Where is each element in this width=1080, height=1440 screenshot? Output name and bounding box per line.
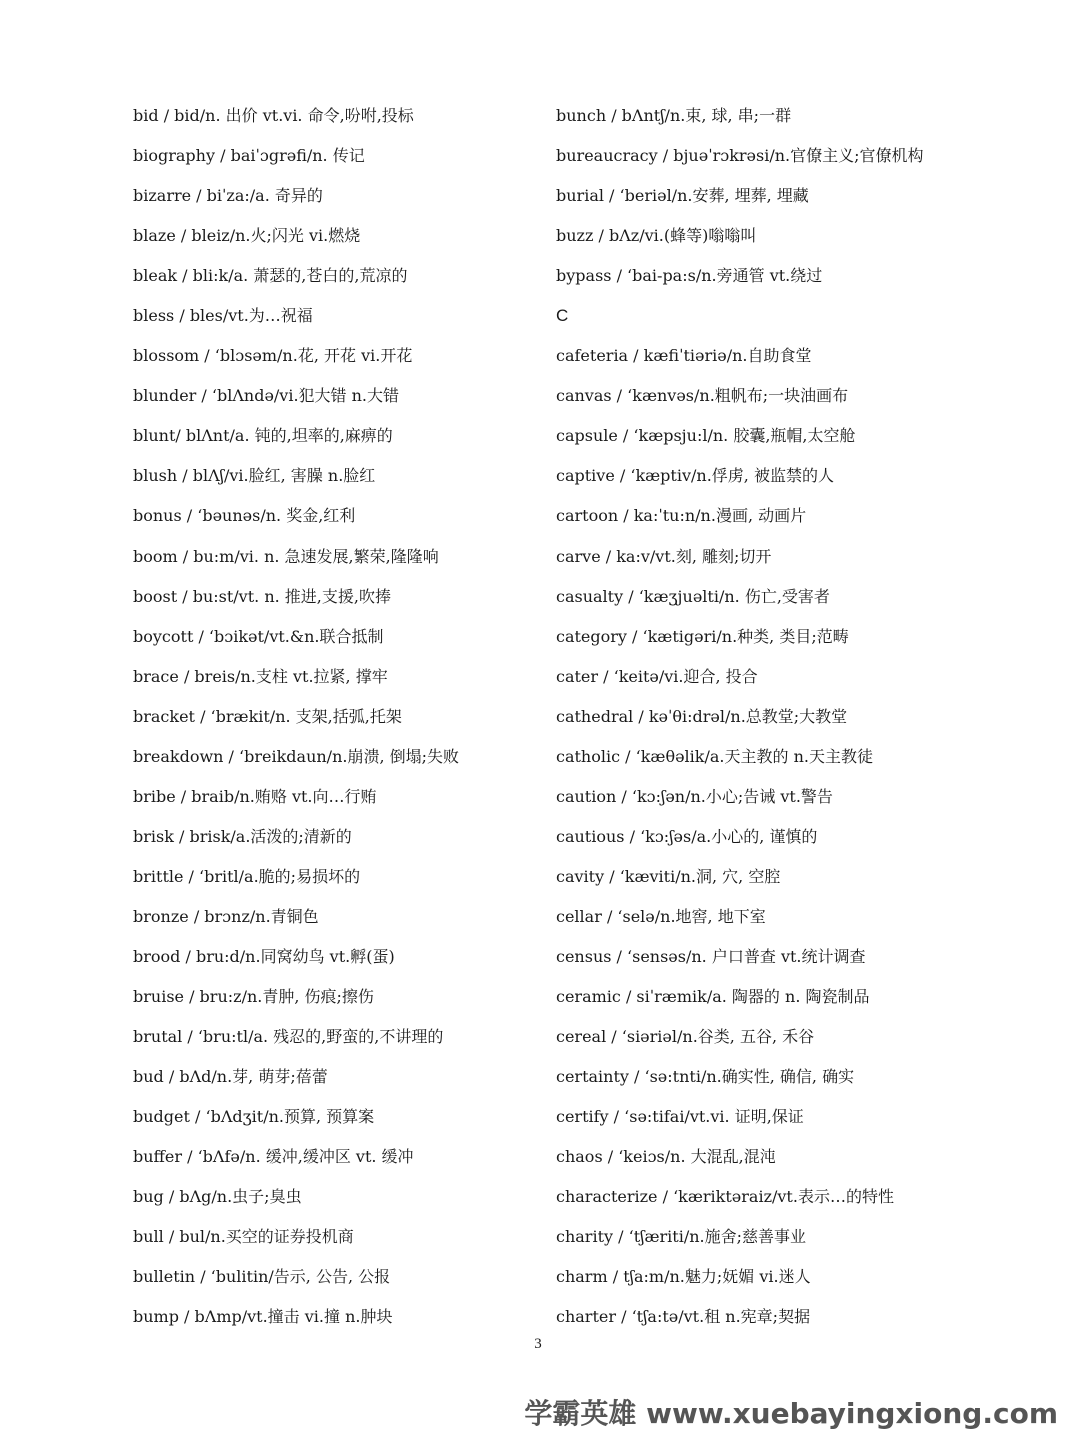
vocab-entry: boycott / ‘bɔikət/vt.&n.联合抵制 <box>133 626 384 646</box>
vocab-entry: bruise / bru:z/n.青肿, 伤痕;擦伤 <box>133 987 374 1007</box>
vocab-entry: blunder / ‘blΛndə/vi.犯大错 n.大错 <box>133 386 400 406</box>
vocab-entry: blush / blΛʃ/vi.脸红, 害臊 n.脸红 <box>133 466 376 486</box>
vocab-entry: cartoon / ka:ˈtu:n/n.漫画, 动画片 <box>556 506 807 526</box>
vocab-entry: breakdown / ‘breikdaun/n.崩溃, 倒塌;失败 <box>133 746 460 766</box>
vocab-entry: certainty / ‘sə:tnti/n.确实性, 确信, 确实 <box>556 1067 855 1087</box>
vocab-entry: bug / bΛg/n.虫子;臭虫 <box>133 1187 302 1207</box>
vocab-entry: charity / ‘tʃæriti/n.施舍;慈善事业 <box>556 1227 806 1247</box>
vocab-entry: buffer / ‘bΛfə/n. 缓冲,缓冲区 vt. 缓冲 <box>133 1147 414 1167</box>
vocab-entry: catholic / ‘kæθəlik/a.天主教的 n.天主教徒 <box>556 746 873 766</box>
vocab-entry: characterize / ‘kæriktəraiz/vt.表示…的特性 <box>556 1187 894 1207</box>
vocab-entry: cathedral / kəˈθi:drəl/n.总教堂;大教堂 <box>556 706 848 726</box>
vocab-entry: brace / breis/n.支柱 vt.拉紧, 撑牢 <box>133 666 388 686</box>
vocab-entry: bribe / braib/n.贿赂 vt.向…行贿 <box>133 786 377 806</box>
vocab-entry: buzz / bΛz/vi.(蜂等)嗡嗡叫 <box>556 226 757 246</box>
vocab-entry: bypass / ‘bai-pa:s/n.旁通管 vt.绕过 <box>556 266 823 286</box>
vocab-entry: bless / bles/vt.为…祝福 <box>133 306 313 326</box>
vocab-entry: casualty / ‘kæʒjuəlti/n. 伤亡,受害者 <box>556 586 830 606</box>
vocab-entry: bud / bΛd/n.芽, 萌芽;蓓蕾 <box>133 1067 328 1087</box>
vocab-entry: blunt/ blΛnt/a. 钝的,坦率的,麻痹的 <box>133 426 393 446</box>
vocab-entry: boom / bu:m/vi. n. 急速发展,繁荣,隆隆响 <box>133 546 439 566</box>
vocab-entry: brood / bru:d/n.同窝幼鸟 vt.孵(蛋) <box>133 946 395 966</box>
right-column <box>556 96 1036 1337</box>
vocab-entry: cautious / ‘kɔ:ʃəs/a.小心的, 谨慎的 <box>556 826 818 846</box>
vocab-entry: biography / baiˈɔgrəfi/n. 传记 <box>133 146 365 166</box>
vocab-entry: cavity / ‘kæviti/n.洞, 穴, 空腔 <box>556 866 781 886</box>
vocab-entry: bunch / bΛntʃ/n.束, 球, 串;一群 <box>556 106 792 125</box>
vocab-entry: bureaucracy / bjuəˈrɔkrəsi/n.官僚主义;官僚机构 <box>556 146 924 166</box>
vocab-entry: cereal / ‘siəriəl/n.谷类, 五谷, 禾谷 <box>556 1027 815 1047</box>
vocab-entry: ceramic / siˈræmik/a. 陶器的 n. 陶瓷制品 <box>556 987 870 1007</box>
vocab-entry: bizarre / biˈza:/a. 奇异的 <box>133 186 323 206</box>
section-letter-heading: C <box>556 306 569 326</box>
vocab-entry: bull / bul/n.买空的证券投机商 <box>133 1227 354 1247</box>
vocab-entry: budget / ‘bΛdʒit/n.预算, 预算案 <box>133 1107 375 1127</box>
left-column <box>133 96 543 1337</box>
vocab-entry: carve / ka:v/vt.刻, 雕刻;切开 <box>556 546 772 566</box>
vocab-entry: canvas / ‘kænvəs/n.粗帆布;一块油画布 <box>556 386 849 406</box>
vocab-entry: burial / ‘beriəl/n.安葬, 埋葬, 埋藏 <box>556 186 809 206</box>
vocab-entry: bulletin / ‘bulitin/告示, 公告, 公报 <box>133 1267 391 1287</box>
vocab-entry: brutal / ‘bru:tl/a. 残忍的,野蛮的,不讲理的 <box>133 1027 444 1047</box>
vocab-entry: cafeteria / kæfiˈtiəriə/n.自助食堂 <box>556 346 812 366</box>
vocab-entry: bracket / ‘brækit/n. 支架,括弧,托架 <box>133 706 402 726</box>
page-number: 3 <box>534 1336 542 1352</box>
vocab-entry: bonus / ‘bəunəs/n. 奖金,红利 <box>133 506 356 526</box>
vocab-entry: brisk / brisk/a.活泼的;清新的 <box>133 826 352 846</box>
vocab-entry: boost / bu:st/vt. n. 推进,支援,吹捧 <box>133 586 391 606</box>
vocab-entry: capsule / ‘kæpsju:l/n. 胶囊,瓶帽,太空舱 <box>556 426 856 446</box>
vocab-entry: brittle / ‘britl/a.脆的;易损坏的 <box>133 866 361 886</box>
vocab-entry: caution / ‘kɔ:ʃən/n.小心;告诫 vt.警告 <box>556 786 833 806</box>
site-watermark: 学霸英雄 www.xuebayingxiong.com <box>524 1397 1058 1430</box>
vocab-entry: charm / tʃa:m/n.魅力;妩媚 vi.迷人 <box>556 1267 811 1287</box>
vocab-entry: chaos / ‘keiɔs/n. 大混乱,混沌 <box>556 1147 776 1167</box>
vocab-entry: blossom / ‘blɔsəm/n.花, 开花 vi.开花 <box>133 346 413 366</box>
vocab-entry: bump / bΛmp/vt.撞击 vi.撞 n.肿块 <box>133 1307 393 1327</box>
vocab-entry: certify / ‘sə:tifai/vt.vi. 证明,保证 <box>556 1107 804 1127</box>
vocab-entry: blaze / bleiz/n.火;闪光 vi.燃烧 <box>133 226 361 246</box>
vocab-entry: bleak / bli:k/a. 萧瑟的,苍白的,荒凉的 <box>133 266 408 286</box>
vocab-entry: cater / ‘keitə/vi.迎合, 投合 <box>556 666 758 686</box>
vocab-entry: captive / ‘kæptiv/n.俘虏, 被监禁的人 <box>556 466 834 486</box>
vocab-entry: category / ‘kætigəri/n.种类, 类目;范畴 <box>556 626 849 646</box>
vocab-entry: bid / bid/n. 出价 vt.vi. 命令,吩咐,投标 <box>133 106 414 125</box>
vocab-entry: bronze / brɔnz/n.青铜色 <box>133 906 319 926</box>
vocab-entry: charter / ‘tʃa:tə/vt.租 n.宪章;契据 <box>556 1307 811 1327</box>
vocab-entry: census / ‘sensəs/n. 户口普查 vt.统计调查 <box>556 946 866 966</box>
vocab-entry: cellar / ‘selə/n.地窖, 地下室 <box>556 906 766 926</box>
